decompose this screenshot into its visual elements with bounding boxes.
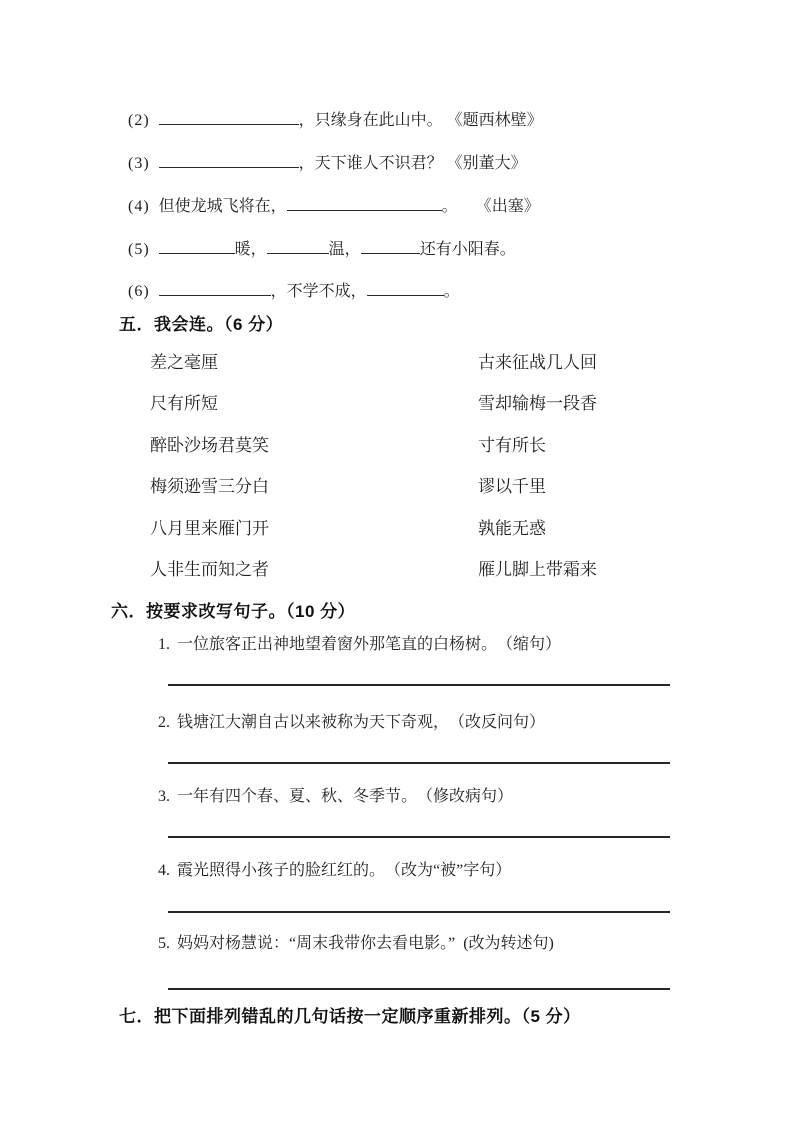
match-right-item: 孰能无惑	[478, 518, 546, 538]
match-right-item: 寸有所长	[478, 435, 546, 455]
instruction-note: (改为转述句)	[463, 935, 554, 952]
fill-in-line-5	[128, 236, 516, 259]
match-left-item: 尺有所短	[150, 394, 218, 414]
fill-in-line-4	[128, 193, 540, 216]
match-right-item: 雁儿脚上带霜来	[478, 560, 597, 580]
item-number: (6)	[128, 283, 150, 300]
sentence-text: 一位旅客正出神地望着窗外那笔直的白杨树。	[177, 636, 498, 653]
rewrite-item-4	[158, 857, 511, 880]
match-right-column	[478, 342, 597, 590]
line-text: ，天下谁人不识君？	[298, 155, 443, 172]
sentence-text: 妈妈对杨慧说：“周末我带你去看电影。”	[177, 935, 456, 952]
fill-in-line-6	[128, 278, 460, 301]
match-left-item: 差之毫厘	[150, 353, 218, 372]
item-number: 4.	[158, 862, 170, 879]
line-text: ，只缘身在此山中。	[298, 112, 443, 129]
answer-blank	[361, 236, 420, 254]
line-text: ，不学不成，	[270, 283, 367, 300]
section-seven-title: 七．把下面排列错乱的几句话按一定顺序重新排列。（5 分）	[119, 1007, 581, 1026]
rewrite-item-3	[158, 783, 513, 806]
match-left-item: 醉卧沙场君莫笑	[150, 435, 269, 455]
answer-blank	[367, 278, 444, 296]
poem-source: 《别董大》	[446, 155, 527, 172]
item-number: 1.	[158, 636, 170, 653]
item-number: (3)	[128, 155, 150, 172]
sentence-text: 霞光照得小孩子的脸红红的。	[177, 862, 386, 879]
answer-line	[168, 762, 670, 764]
line-text: 温，	[328, 241, 361, 258]
fill-in-line-2	[128, 107, 543, 130]
instruction-note: （缩句）	[505, 636, 562, 653]
item-number: (5)	[128, 241, 150, 258]
section-five-title: 五．我会连。（6 分）	[119, 315, 284, 334]
item-number: 3.	[158, 788, 170, 805]
match-left-item: 人非生而知之者	[150, 560, 269, 580]
rewrite-item-1	[158, 631, 561, 654]
poem-source: 《出塞》	[475, 198, 540, 215]
match-right-item: 古来征战几人回	[478, 353, 597, 372]
answer-line	[168, 988, 670, 990]
answer-line	[168, 836, 670, 838]
fill-in-line-3	[128, 150, 527, 173]
poem-source: 《题西林壁》	[446, 112, 543, 129]
instruction-note: （修改病句）	[425, 788, 514, 805]
instruction-note: （改为“被”字句）	[393, 862, 512, 879]
answer-blank	[287, 193, 442, 211]
match-right-item: 谬以千里	[478, 477, 546, 497]
line-text: 。	[441, 198, 458, 215]
item-number: 5.	[158, 935, 170, 952]
answer-line	[168, 911, 670, 913]
line-text: 暖，	[234, 241, 267, 258]
sentence-text: 一年有四个春、夏、秋、冬季节。	[177, 788, 418, 805]
item-number: (2)	[128, 112, 150, 129]
answer-line	[168, 684, 670, 686]
rewrite-item-2	[158, 709, 545, 732]
sentence-text: 钱塘江大潮自古以来被称为天下奇观，	[177, 714, 450, 731]
answer-blank	[159, 107, 299, 125]
line-text: 。	[443, 283, 460, 300]
answer-blank	[159, 278, 271, 296]
answer-blank	[159, 150, 299, 168]
match-left-item: 梅须逊雪三分白	[150, 477, 269, 497]
section-six-title: 六．按要求改写句子。（10 分）	[111, 602, 356, 621]
answer-blank	[159, 236, 235, 254]
item-number: 2.	[158, 714, 170, 731]
item-number: (4)	[128, 198, 150, 215]
match-left-item: 八月里来雁门开	[150, 518, 269, 538]
answer-blank	[267, 236, 329, 254]
match-left-column	[150, 342, 269, 590]
instruction-note: （改反问句）	[457, 714, 546, 731]
rewrite-item-5	[158, 930, 554, 953]
line-text: 但使龙城飞将在，	[158, 198, 287, 215]
line-text: 还有小阳春。	[419, 241, 516, 258]
match-right-item: 雪却输梅一段香	[478, 394, 597, 414]
